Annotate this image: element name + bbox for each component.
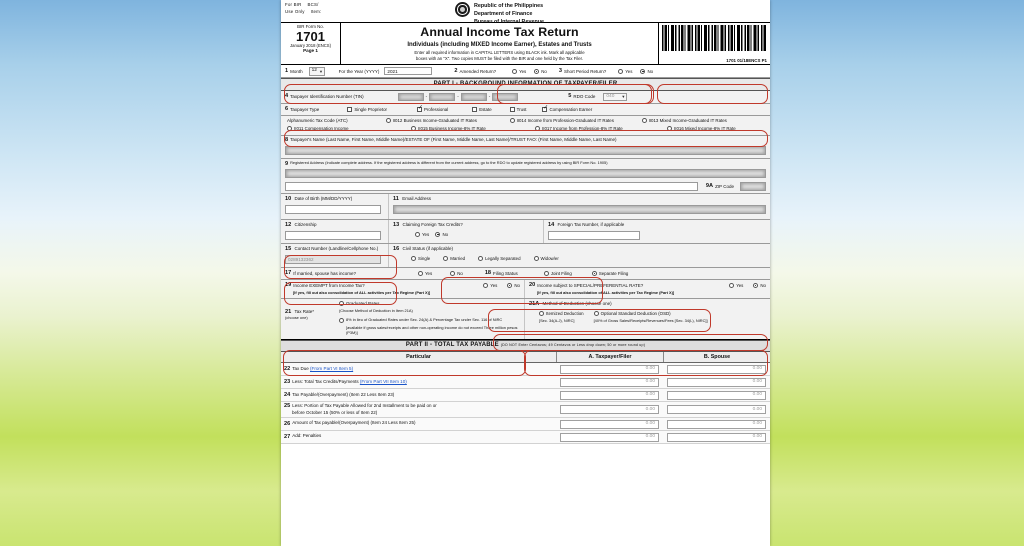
item-3-number: 3 (558, 67, 562, 74)
option-label: No (760, 282, 766, 288)
row-label: Amount of Tax payable/(Overpayment) (Item 24 Less Item 25) (292, 420, 416, 426)
option-label: Single (418, 255, 431, 261)
item-11-number: 11 (393, 196, 399, 203)
special-yes-radio[interactable] (729, 283, 743, 289)
option-label: Joint Filing (550, 271, 572, 276)
atc-option-ii016[interactable] (667, 126, 736, 132)
option-label: Legally Separated (485, 255, 521, 261)
checkbox-icon (542, 107, 547, 112)
tax-rate-sublabel: (choose one) (285, 314, 308, 320)
citizenship-input[interactable] (285, 231, 381, 240)
atc-row (281, 116, 770, 136)
taxpayer-type-professional[interactable] (417, 107, 448, 113)
bir-seal-icon (455, 2, 470, 17)
spouse-amount-input[interactable]: 0.00 (667, 391, 766, 400)
ftc-yes-radio[interactable] (415, 232, 429, 238)
taxpayer-amount-input[interactable]: 0.00 (560, 378, 659, 387)
row-label: Tax Payable/(Overpayment) (Item 22 Less Item 23) (292, 391, 395, 397)
short-period-no-radio[interactable] (640, 69, 653, 75)
taxpayer-amount-input[interactable]: 0.00 (560, 391, 659, 400)
item-15-number: 15 (285, 246, 292, 253)
form-title-bar (281, 23, 770, 65)
amended-return-label: Amended Return? (459, 68, 497, 74)
citizenship-ftc-row (281, 220, 770, 244)
row-taxpayer-cell (556, 405, 663, 414)
item-1-number: 1 (285, 67, 289, 74)
agency-block (341, 0, 658, 26)
dob-label: Date of Birth (MM/DD/YYYY) (294, 196, 353, 201)
agency-line-3: Bureau of Internal Revenue (473, 19, 545, 26)
atc-option-ii014[interactable] (510, 118, 642, 124)
radio-icon (287, 126, 292, 131)
contact-number-input[interactable] (285, 255, 381, 264)
short-period-label: Short Period Return? (564, 68, 607, 74)
table-row (281, 363, 770, 376)
part-2-banner (281, 340, 770, 353)
for-bir-label: For BIR (285, 2, 302, 7)
contact-civil-row (281, 244, 770, 268)
row-number: 23 (284, 378, 291, 385)
radio-icon (478, 256, 483, 261)
spouse-amount-input[interactable]: 0.00 (667, 365, 766, 374)
atc-option-ii011[interactable] (287, 126, 411, 132)
chevron-down-icon: ▼ (621, 94, 626, 100)
option-label: 8% in lieu of Graduated Rates under Sec. 24(A) & Percentage Tax under Sec. 116 of NIRC (346, 317, 503, 323)
radio-icon (443, 256, 448, 261)
spouse-amount-input[interactable]: 0.00 (667, 405, 766, 414)
radio-icon (642, 118, 647, 123)
header-right-spacer (658, 0, 770, 22)
form-title-block (341, 23, 658, 64)
radio-icon (450, 271, 455, 276)
option-label: II015 Business Income-8% IT Rate (418, 126, 486, 132)
instruction-line-2: boxes with an "X". Two copies MUST be filed with the BIR and one held by the Tax Filer. (415, 56, 584, 62)
short-yes-label: Yes (625, 68, 633, 74)
row-particular (281, 365, 556, 374)
row-particular (281, 378, 556, 387)
checkbox-icon (472, 107, 477, 112)
row-label: Tax Due (292, 365, 310, 371)
row-taxpayer-cell (556, 378, 663, 387)
rdo-code-label: RDO Code (573, 94, 596, 100)
itemized-deduction-option[interactable] (539, 311, 584, 324)
citizenship-label: Citizenship (294, 221, 317, 227)
civil-status-cell (389, 244, 770, 267)
row-taxpayer-cell (556, 391, 663, 400)
radio-icon (544, 271, 549, 276)
taxpayer-name-row (281, 136, 770, 160)
option-label: Yes (736, 282, 744, 288)
taxpayer-type-trust[interactable] (510, 107, 527, 113)
amended-yes-label: Yes (519, 68, 527, 74)
method-of-deduction-label: Method of Deduction (choose one) (542, 300, 612, 306)
eight-percent-note: [available if gross sales/receipts and other non-operating income do not exceed Three million pesos (P3M)] (346, 325, 518, 336)
month-value: 12 (311, 68, 317, 74)
income-exempt-cell (281, 280, 525, 297)
row-particular (281, 419, 556, 428)
taxpayer-type-label: Taxpayer Type (290, 106, 320, 112)
osd-note: [40% of Gross Sales/Receipts/Revenues/Fees [Sec. 34(L), NIRC]] (593, 318, 708, 324)
item-12-number: 12 (285, 222, 292, 229)
option-label: Single Proprietor (354, 106, 388, 112)
option-label: Separate Filing (598, 271, 629, 276)
ftc-no-radio[interactable] (435, 232, 448, 238)
dob-email-row (281, 194, 770, 220)
filing-status-label: Filing Status (493, 270, 518, 276)
radio-icon (512, 69, 517, 74)
short-no-label: No (647, 68, 654, 74)
tin-row: 4 Taxpayer Identification Number (TIN) - - - 5 RDO Code 040 ▼ (281, 91, 770, 104)
item-5-number: 5 (568, 93, 572, 100)
amended-no-radio[interactable] (534, 69, 547, 75)
row-reference-link[interactable]: (From Part VII Item 10) (359, 378, 407, 384)
taxpayer-name-input[interactable] (285, 146, 766, 155)
item-19-number: 19 (285, 282, 292, 289)
zip-code-input[interactable] (740, 182, 766, 191)
special-note: [If yes, fill out also consolidation of ALL activities per Tax Regime (Part X)] (537, 289, 675, 295)
short-period-yes-radio[interactable] (618, 69, 632, 75)
radio-icon (640, 69, 645, 74)
civil-status-widower[interactable] (534, 256, 559, 262)
checkbox-icon (347, 107, 352, 112)
barcode-block (658, 23, 770, 64)
option-label: Widow/er (540, 255, 559, 261)
bir-use-only-box (281, 0, 341, 22)
email-input[interactable] (393, 205, 766, 214)
tax-rate-eight-percent-radio[interactable] (339, 318, 502, 323)
item-9-number: 9 (285, 160, 289, 167)
agency-line-2: Department of Finance (473, 11, 533, 18)
osd-deduction-option[interactable] (594, 311, 708, 324)
foreign-tax-credits-cell (389, 220, 544, 243)
radio-icon (535, 126, 540, 131)
email-cell (389, 194, 770, 219)
row-particular (281, 432, 556, 441)
table-row (281, 402, 770, 418)
item-4-number: 4 (285, 93, 289, 100)
row-taxpayer-cell (556, 433, 663, 442)
radio-icon (667, 126, 672, 131)
row-spouse-cell (663, 365, 770, 374)
tin-part-1-input[interactable] (398, 93, 424, 101)
taxpayer-type-compensation-earner[interactable] (542, 107, 592, 113)
exempt-note: [If yes, fill out also consolidation of ALL activities per Tax Regime (Part X)] (293, 289, 431, 295)
row-particular (281, 391, 556, 400)
part-1-banner: PART I - BACKGROUND INFORMATION OF TAXPAYER/FILER (281, 78, 770, 91)
spouse-amount-input[interactable]: 0.00 (667, 420, 766, 429)
amended-yes-radio[interactable] (512, 69, 526, 75)
civil-status-single[interactable] (411, 256, 430, 262)
row-spouse-cell (663, 378, 770, 387)
tax-rate-row (281, 299, 770, 340)
row-spouse-cell (663, 391, 770, 400)
row-reference-link[interactable]: (From Part VI Item 5) (310, 365, 354, 371)
barcode-icon (662, 25, 767, 51)
contact-number-value: 0289132362 (288, 256, 314, 262)
radio-icon (753, 283, 758, 288)
item-16-number: 16 (393, 246, 400, 253)
row-spouse-cell (663, 405, 770, 414)
radio-icon (534, 256, 539, 261)
option-label: Itemized Deduction (546, 310, 584, 316)
item-2-number: 2 (454, 67, 458, 74)
part-2-note: (DO NOT Enter Centavos; 49 Centavos or Less drop down; 50 or more round up) (500, 343, 646, 348)
form-number: 1701 (296, 28, 325, 44)
option-label: No (457, 271, 463, 276)
option-label: II013 Mixed Income-Graduated IT Rates (648, 118, 727, 123)
email-label: Email Address (402, 196, 431, 201)
radio-icon (386, 118, 391, 123)
exempt-yes-radio[interactable] (483, 283, 497, 289)
form-instructions (345, 50, 654, 62)
option-label: II012 Business Income-Graduated IT Rates (392, 118, 477, 123)
atc-option-ii017[interactable] (535, 126, 667, 132)
special-rate-label: Income subject to SPECIAL/PREFERENTIAL RATE? (537, 282, 644, 288)
row-taxpayer-cell (556, 365, 663, 374)
radio-icon (539, 311, 544, 316)
registered-address-row (281, 159, 770, 194)
registered-address-line-1-input[interactable] (285, 169, 766, 178)
tax-rate-cell (281, 299, 525, 339)
item-14-number: 14 (548, 222, 555, 229)
taxpayer-type-estate[interactable] (472, 107, 491, 113)
taxpayer-amount-input[interactable]: 0.00 (560, 433, 659, 442)
option-label: II017 Income from Profession-8% IT Rate (542, 126, 623, 132)
item-label: Item: (310, 8, 322, 14)
option-label: Professional (424, 106, 449, 112)
radio-icon (411, 256, 416, 261)
column-taxpayer-filer: A. Taxpayer/Filer (556, 352, 663, 362)
method-of-deduction-cell (525, 299, 770, 339)
radio-icon (411, 126, 416, 131)
column-particular: Particular (406, 353, 431, 360)
spouse-income-filing-row (281, 268, 770, 280)
taxpayer-type-row (281, 104, 770, 116)
item-8-number: 8 (285, 137, 289, 144)
atc-label: Alphanumeric Tax Code (ATC) (287, 117, 348, 123)
bir-form-1701-document (281, 0, 770, 546)
taxpayer-amount-input[interactable]: 0.00 (560, 405, 659, 414)
tin-part-3-input[interactable] (461, 93, 487, 101)
part-2-title: PART II - TOTAL TAX PAYABLE (405, 342, 499, 349)
tin-label: Taxpayer Identification Number (TIN) (290, 94, 364, 100)
form-no-label: BIR Form No. (297, 24, 324, 29)
spouse-income-yes-radio[interactable] (418, 271, 432, 277)
tax-payable-table-body (281, 363, 770, 444)
year-label: For the Year (YYYY) (338, 68, 380, 74)
radio-icon (618, 69, 623, 74)
row-spouse-cell (663, 433, 770, 442)
row-number: 24 (284, 391, 291, 398)
item-17-number: 17 (285, 270, 292, 277)
income-exempt-label: Income EXEMPT from Income Tax? (293, 282, 365, 288)
tax-rate-label: Tax Rate* (294, 308, 315, 314)
filing-status-separate[interactable] (592, 271, 629, 277)
checkbox-icon (417, 107, 422, 112)
bcs-label: BCS/ (307, 2, 319, 7)
civil-status-married[interactable] (443, 256, 465, 262)
year-input[interactable] (384, 67, 432, 75)
month-select[interactable] (309, 67, 325, 76)
form-version: January 2018 (ENCS) (290, 43, 331, 49)
citizenship-cell (281, 220, 389, 243)
option-label: Estate (479, 106, 492, 112)
radio-icon (510, 118, 515, 123)
civil-status-label: Civil Status (if applicable) (402, 246, 454, 252)
option-label: Optional Standard Deduction (OSD) (600, 310, 671, 316)
spouse-income-label: If married, spouse has income? (293, 270, 357, 276)
option-label: No (442, 231, 449, 237)
row-number: 26 (284, 420, 291, 427)
contact-number-label: Contact Number (Landline/Cellphone No.) (294, 246, 379, 252)
instruction-line-1: Enter all required information in CAPITAL LETTERS using BLACK ink. Mark all applicable (414, 50, 585, 55)
taxpayer-name-label: Taxpayer's Name (Last Name, First Name, Middle Name)/ESTATE OF (First Name, Middle Name, Last Name)/TRUST FAO: (First Name, Middle Name, Last Name) (290, 137, 617, 143)
radio-icon (594, 311, 599, 316)
page-title: Annual Income Tax Return (420, 25, 579, 39)
dob-cell (281, 194, 389, 219)
month-label: Month (290, 68, 303, 74)
tax-payable-table-header (281, 352, 770, 363)
spouse-income-no-radio[interactable] (450, 271, 463, 277)
table-row (281, 418, 770, 431)
use-only-label: Use Only (285, 8, 305, 14)
registered-address-line-2-input[interactable] (285, 182, 698, 191)
filing-status-joint[interactable] (544, 271, 572, 277)
exempt-no-radio[interactable] (507, 283, 520, 289)
checkbox-icon (510, 107, 515, 112)
option-label: Graduated Rates (346, 300, 380, 306)
radio-icon (592, 271, 597, 276)
option-label: No (514, 282, 520, 288)
row-taxpayer-cell (556, 420, 663, 429)
rdo-code-value: 040 (606, 93, 615, 99)
row-number: 27 (284, 433, 291, 440)
chevron-down-icon: ▼ (318, 68, 323, 74)
tin-part-2-input[interactable] (429, 93, 455, 101)
item-13-number: 13 (393, 222, 400, 229)
itemized-note: [Sec. 34(A-J), NIRC] (539, 318, 575, 324)
special-rate-cell (525, 280, 770, 297)
option-label: II016 Mixed Income-8% IT Rate (674, 126, 736, 132)
tin-part-4-input[interactable] (492, 93, 518, 101)
rdo-code-select[interactable] (603, 93, 627, 102)
atc-option-ii015[interactable] (411, 126, 535, 132)
special-no-radio[interactable] (753, 283, 766, 289)
page-number: Page 1 (303, 48, 318, 54)
item-10-number: 10 (285, 196, 292, 203)
option-label: Yes (490, 282, 498, 288)
row-label: Less: Portion of Tax Payable Allowed for 2nd Installment to be paid on or (292, 403, 437, 409)
radio-icon (729, 283, 734, 288)
barcode-caption: 1701 01/18ENCS P1 (726, 57, 767, 63)
contact-number-cell (281, 244, 389, 267)
table-row (281, 431, 770, 444)
graduated-note: (Choose Method of Deduction in Item 21A) (339, 308, 413, 314)
spouse-amount-input[interactable]: 0.00 (667, 378, 766, 387)
civil-status-legally-separated[interactable] (478, 256, 520, 262)
taxpayer-amount-input[interactable]: 0.00 (560, 420, 659, 429)
option-label: Married (450, 255, 466, 261)
taxpayer-type-single-proprietor[interactable] (347, 107, 387, 113)
tax-rate-graduated-radio[interactable] (339, 301, 379, 307)
item-9a-number: 9A (705, 183, 714, 189)
registered-address-label: Registered Address (Indicate complete address. If the registered address is different from the current address, go to the RDO to update registered address by using BIR Form No. 1905) (290, 159, 608, 165)
table-row (281, 376, 770, 389)
dob-input[interactable] (285, 205, 381, 214)
agency-line-1: Republic of the Philippines (473, 3, 544, 9)
radio-icon (483, 283, 488, 288)
item-6-number: 6 (285, 105, 289, 112)
amended-no-label: No (541, 68, 547, 74)
column-spouse: B. Spouse (663, 352, 770, 362)
option-label: Yes (425, 271, 433, 276)
radio-icon (415, 232, 420, 237)
form-header (281, 0, 770, 26)
row-label-second-line: before October 15 (50% or less of Item 22) (292, 410, 378, 416)
form-subtitle: Individuals (including MIXED Income Earner), Estates and Trusts (407, 41, 592, 48)
table-row (281, 389, 770, 402)
item-21a-number: 21A (529, 300, 540, 307)
row-label: Add: Penalties (292, 433, 322, 439)
option-label: II014 Income from Profession-Graduated IT Rates (516, 118, 614, 123)
exempt-special-row (281, 280, 770, 298)
option-label: Compensation Earner (549, 106, 593, 112)
radio-icon (435, 232, 440, 237)
zip-code-label: ZIP Code (715, 183, 734, 189)
item-21-number: 21 (285, 308, 292, 315)
option-label: II011 Compensation Income (294, 126, 349, 132)
radio-icon (534, 69, 539, 74)
item-20-number: 20 (529, 282, 536, 289)
taxpayer-amount-input[interactable]: 0.00 (560, 365, 659, 374)
foreign-tax-number-label: Foreign Tax Number, if applicable (557, 221, 625, 227)
radio-icon (507, 283, 512, 288)
row-number: 22 (284, 365, 291, 372)
radio-icon (339, 301, 344, 306)
option-label: Yes (422, 231, 430, 237)
foreign-tax-number-input[interactable] (548, 231, 640, 240)
row-number: 25 (284, 403, 291, 410)
option-label: Trust (516, 106, 527, 112)
atc-option-ii012[interactable] (386, 118, 510, 124)
radio-icon (339, 318, 344, 323)
period-row (281, 65, 770, 78)
year-value: 2021 (387, 68, 398, 74)
radio-icon (418, 271, 423, 276)
form-number-block (281, 23, 341, 64)
row-label: Less: Total Tax Credits/Payments (292, 378, 360, 384)
row-spouse-cell (663, 420, 770, 429)
row-particular (281, 402, 556, 417)
item-18-number: 18 (484, 270, 492, 277)
spouse-amount-input[interactable]: 0.00 (667, 433, 766, 442)
foreign-tax-credits-label: Claiming Foreign Tax Credits? (402, 221, 463, 227)
atc-option-ii013[interactable] (642, 118, 727, 124)
foreign-tax-number-cell (544, 220, 770, 243)
